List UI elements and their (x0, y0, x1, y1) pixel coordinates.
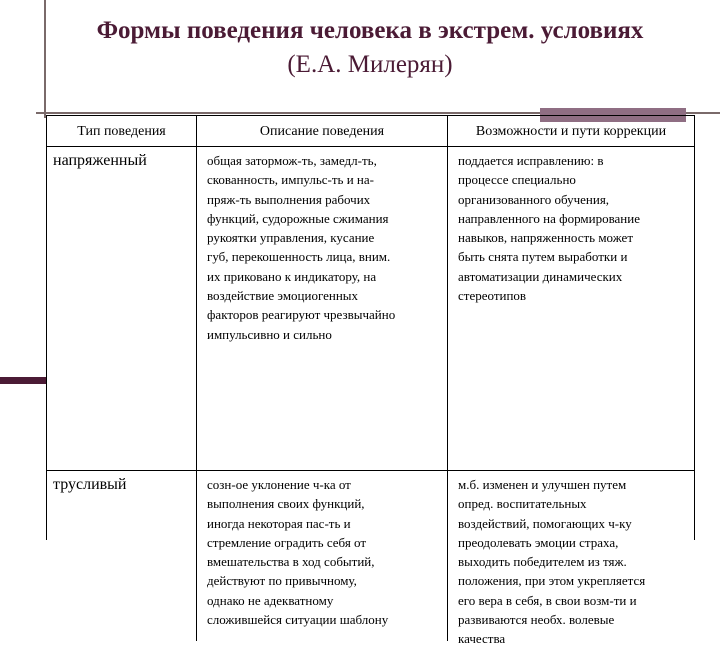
header-behavior-description: Описание поведения (197, 116, 448, 147)
decorative-accent-bar (0, 377, 46, 384)
description-text: созн-ое уклонение ч-ка от выполнения своих функций, иногда некоторая пас-ть и стремление оградить себя от вмешательства в ход событий, действуют по привычному, однако не адекватному сложившейся ситуации шаблону (207, 477, 389, 628)
behavior-table (46, 115, 695, 647)
slide-title (40, 14, 700, 82)
correction-text: м.б. изменен и улучшен путем опред. воспитательных воздействий, помогающих ч-ку преодолевать эмоции страха, выходить победителем из тяж. положения, при этом укрепляется его вера в себя, в свои возм-ти и развиваются необх. волевые качества (458, 477, 646, 647)
behavior-type-text: напряженный (53, 152, 147, 169)
header-behavior-type: Тип поведения (47, 116, 197, 147)
description-cell (197, 471, 448, 641)
table-header-row (47, 115, 694, 147)
correction-cell (448, 471, 694, 647)
title-author: (Е.А. Милерян) (287, 51, 453, 78)
behavior-type-text: трусливый (53, 476, 127, 493)
table-row (47, 146, 694, 471)
behavior-type-cell (47, 471, 197, 641)
behavior-type-cell (47, 147, 197, 471)
header-correction-options: Возможности и пути коррекции (475, 124, 667, 139)
description-text: общая затормож-ть, замедл-ть, скованность, импульс-ть и на- пряж-ть выполнения рабочих функций, судорожные сжимания рукоятки управления, кусание губ, перекошенность лица, вним. их приковано к индикатору, на воздействие эмоциогенных факторов реагируют чрезвычайно импульсивно и сильно (207, 153, 396, 342)
table-row (47, 470, 694, 647)
correction-text: поддается исправлению: в процессе специально организованного обучения, направленного на формирование навыков, напряженность может быть снята путем выработки и автоматизации динамических стереотипов (458, 153, 640, 304)
description-cell (197, 147, 448, 471)
title-main: Формы поведения человека в экстрем. условиях (96, 17, 644, 44)
correction-cell (448, 147, 694, 471)
